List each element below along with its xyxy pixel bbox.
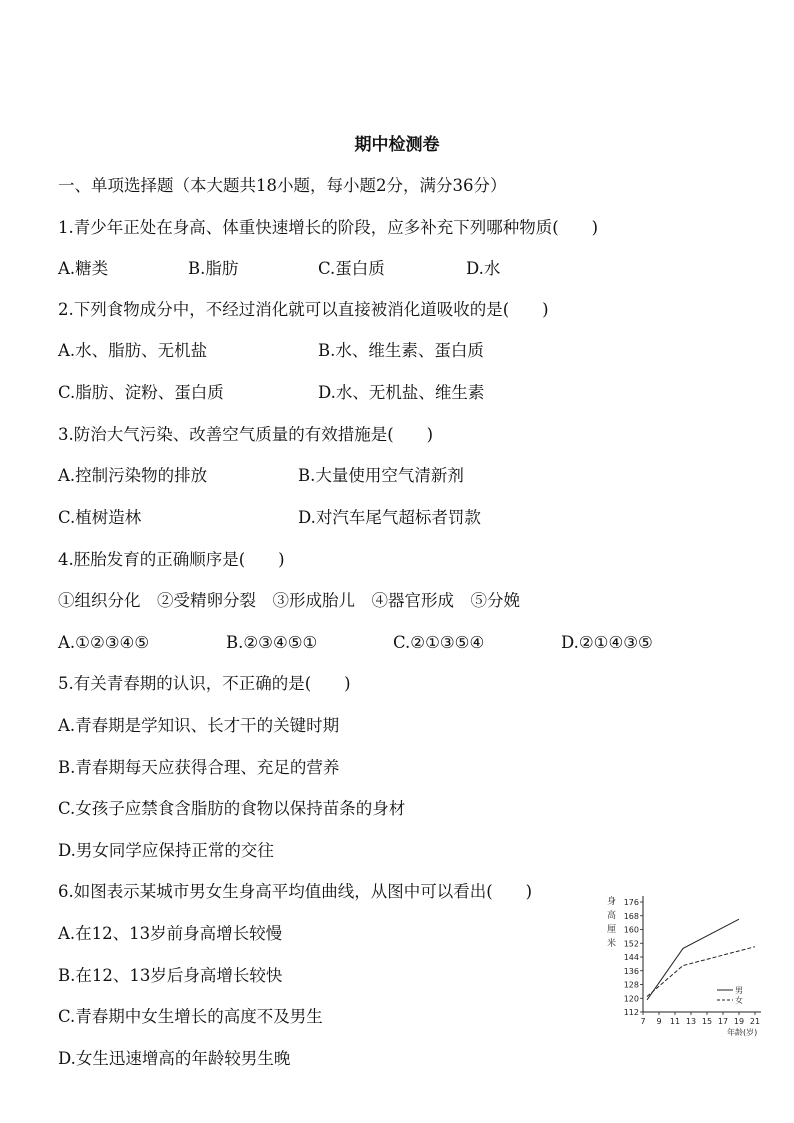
question-1-option-d: D.水 <box>466 259 501 278</box>
question-2-option-d: D.水、无机盐、维生素 <box>318 383 485 402</box>
question-6-option-d: D.女生迅速增高的年龄较男生晚 <box>58 1049 291 1068</box>
chart-y-tick-label: 152 <box>623 939 639 949</box>
question-4-option-b: B.②③④⑤① <box>226 633 318 652</box>
chart-y-tick-label: 168 <box>623 911 639 921</box>
chart-x-tick-label: 19 <box>733 1017 745 1026</box>
chart-y-ticks <box>624 898 643 1017</box>
chart-x-label: 年龄(岁) <box>727 1028 758 1037</box>
question-6-option-c: C.青春期中女生增长的高度不及男生 <box>58 1007 323 1026</box>
question-5-option-d: D.男女同学应保持正常的交往 <box>58 841 274 860</box>
question-5-option-a: A.青春期是学知识、长才干的关键时期 <box>58 716 340 735</box>
question-2-option-c: C.脂肪、淀粉、蛋白质 <box>58 383 224 402</box>
chart-x-tick-label: 17 <box>717 1017 729 1026</box>
chart-y-tick-label: 136 <box>623 966 639 976</box>
question-6-stem: 6.如图表示某城市男女生身高平均值曲线，从图中可以看出( ) <box>58 882 533 901</box>
question-6-option-b: B.在12、13岁后身高增长较快 <box>58 966 283 985</box>
chart-y-tick-label: 128 <box>623 980 639 990</box>
question-2-option-a: A.水、脂肪、无机盐 <box>58 341 208 360</box>
question-3-stem: 3.防治大气污染、改善空气质量的有效措施是( ) <box>58 425 434 444</box>
chart-y-label-char: 高 <box>607 911 617 921</box>
chart-x-tick-label: 11 <box>669 1017 681 1026</box>
question-2-stem: 2.下列食物成分中，不经过消化就可以直接被消化道吸收的是( ) <box>58 300 549 319</box>
chart-y-label-char: 米 <box>607 939 617 949</box>
question-3-option-c: C.植树造林 <box>58 508 142 527</box>
question-1-option-c: C.蛋白质 <box>318 259 385 278</box>
chart-y-tick-label: 176 <box>623 898 639 907</box>
chart-series-line-male <box>647 919 739 1000</box>
page-title: 期中检测卷 <box>354 135 440 155</box>
question-3-option-d: D.对汽车尾气超标者罚款 <box>298 508 481 527</box>
question-4-option-c: C.②①③⑤④ <box>393 633 485 652</box>
question-4-option-a: A.①②③④⑤ <box>58 633 150 652</box>
chart-x-tick-label: 15 <box>701 1017 713 1026</box>
chart-legend-label: 男 <box>735 986 743 995</box>
question-4-steps: ①组织分化 ②受精卵分裂 ③形成胎儿 ④器官形成 ⑤分娩 <box>58 591 520 610</box>
question-3-option-a: A.控制污染物的排放 <box>58 466 208 485</box>
question-1-option-a: A.糖类 <box>58 259 109 278</box>
height-chart <box>605 890 775 1040</box>
chart-x-tick-label: 21 <box>749 1017 761 1026</box>
question-2-option-b: B.水、维生素、蛋白质 <box>318 341 484 360</box>
chart-x-ticks <box>640 1012 760 1026</box>
question-1-stem: 1.青少年正处在身高、体重快速增长的阶段，应多补充下列哪种物质( ) <box>58 218 599 237</box>
chart-y-label-char: 身 <box>607 897 617 907</box>
chart-x-tick-label: 9 <box>656 1017 662 1026</box>
chart-y-label-char: 厘 <box>607 925 617 935</box>
chart-y-tick-label: 112 <box>623 1008 639 1017</box>
section-heading: 一、单项选择题（本大题共18小题，每小题2分，满分36分） <box>58 176 507 195</box>
question-5-option-b: B.青春期每天应获得合理、充足的营养 <box>58 758 340 777</box>
question-6-option-a: A.在12、13岁前身高增长较慢 <box>58 924 283 943</box>
chart-y-tick-label: 120 <box>623 994 639 1004</box>
question-5-stem: 5.有关青春期的认识，不正确的是( ) <box>58 674 351 693</box>
question-5-option-c: C.女孩子应禁食含脂肪的食物以保持苗条的身材 <box>58 799 406 818</box>
question-3-option-b: B.大量使用空气清新剂 <box>298 466 464 485</box>
question-4-option-d: D.②①④③⑤ <box>561 633 653 652</box>
question-1-option-b: B.脂肪 <box>188 259 239 278</box>
chart-legend-label: 女 <box>735 996 743 1005</box>
chart-y-tick-label: 160 <box>623 925 639 935</box>
chart-x-tick-label: 7 <box>640 1017 646 1026</box>
question-4-stem: 4.胚胎发育的正确顺序是( ) <box>58 550 285 569</box>
chart-y-tick-label: 144 <box>623 953 639 962</box>
chart-legend <box>717 986 743 1005</box>
chart-x-tick-label: 13 <box>685 1017 697 1026</box>
